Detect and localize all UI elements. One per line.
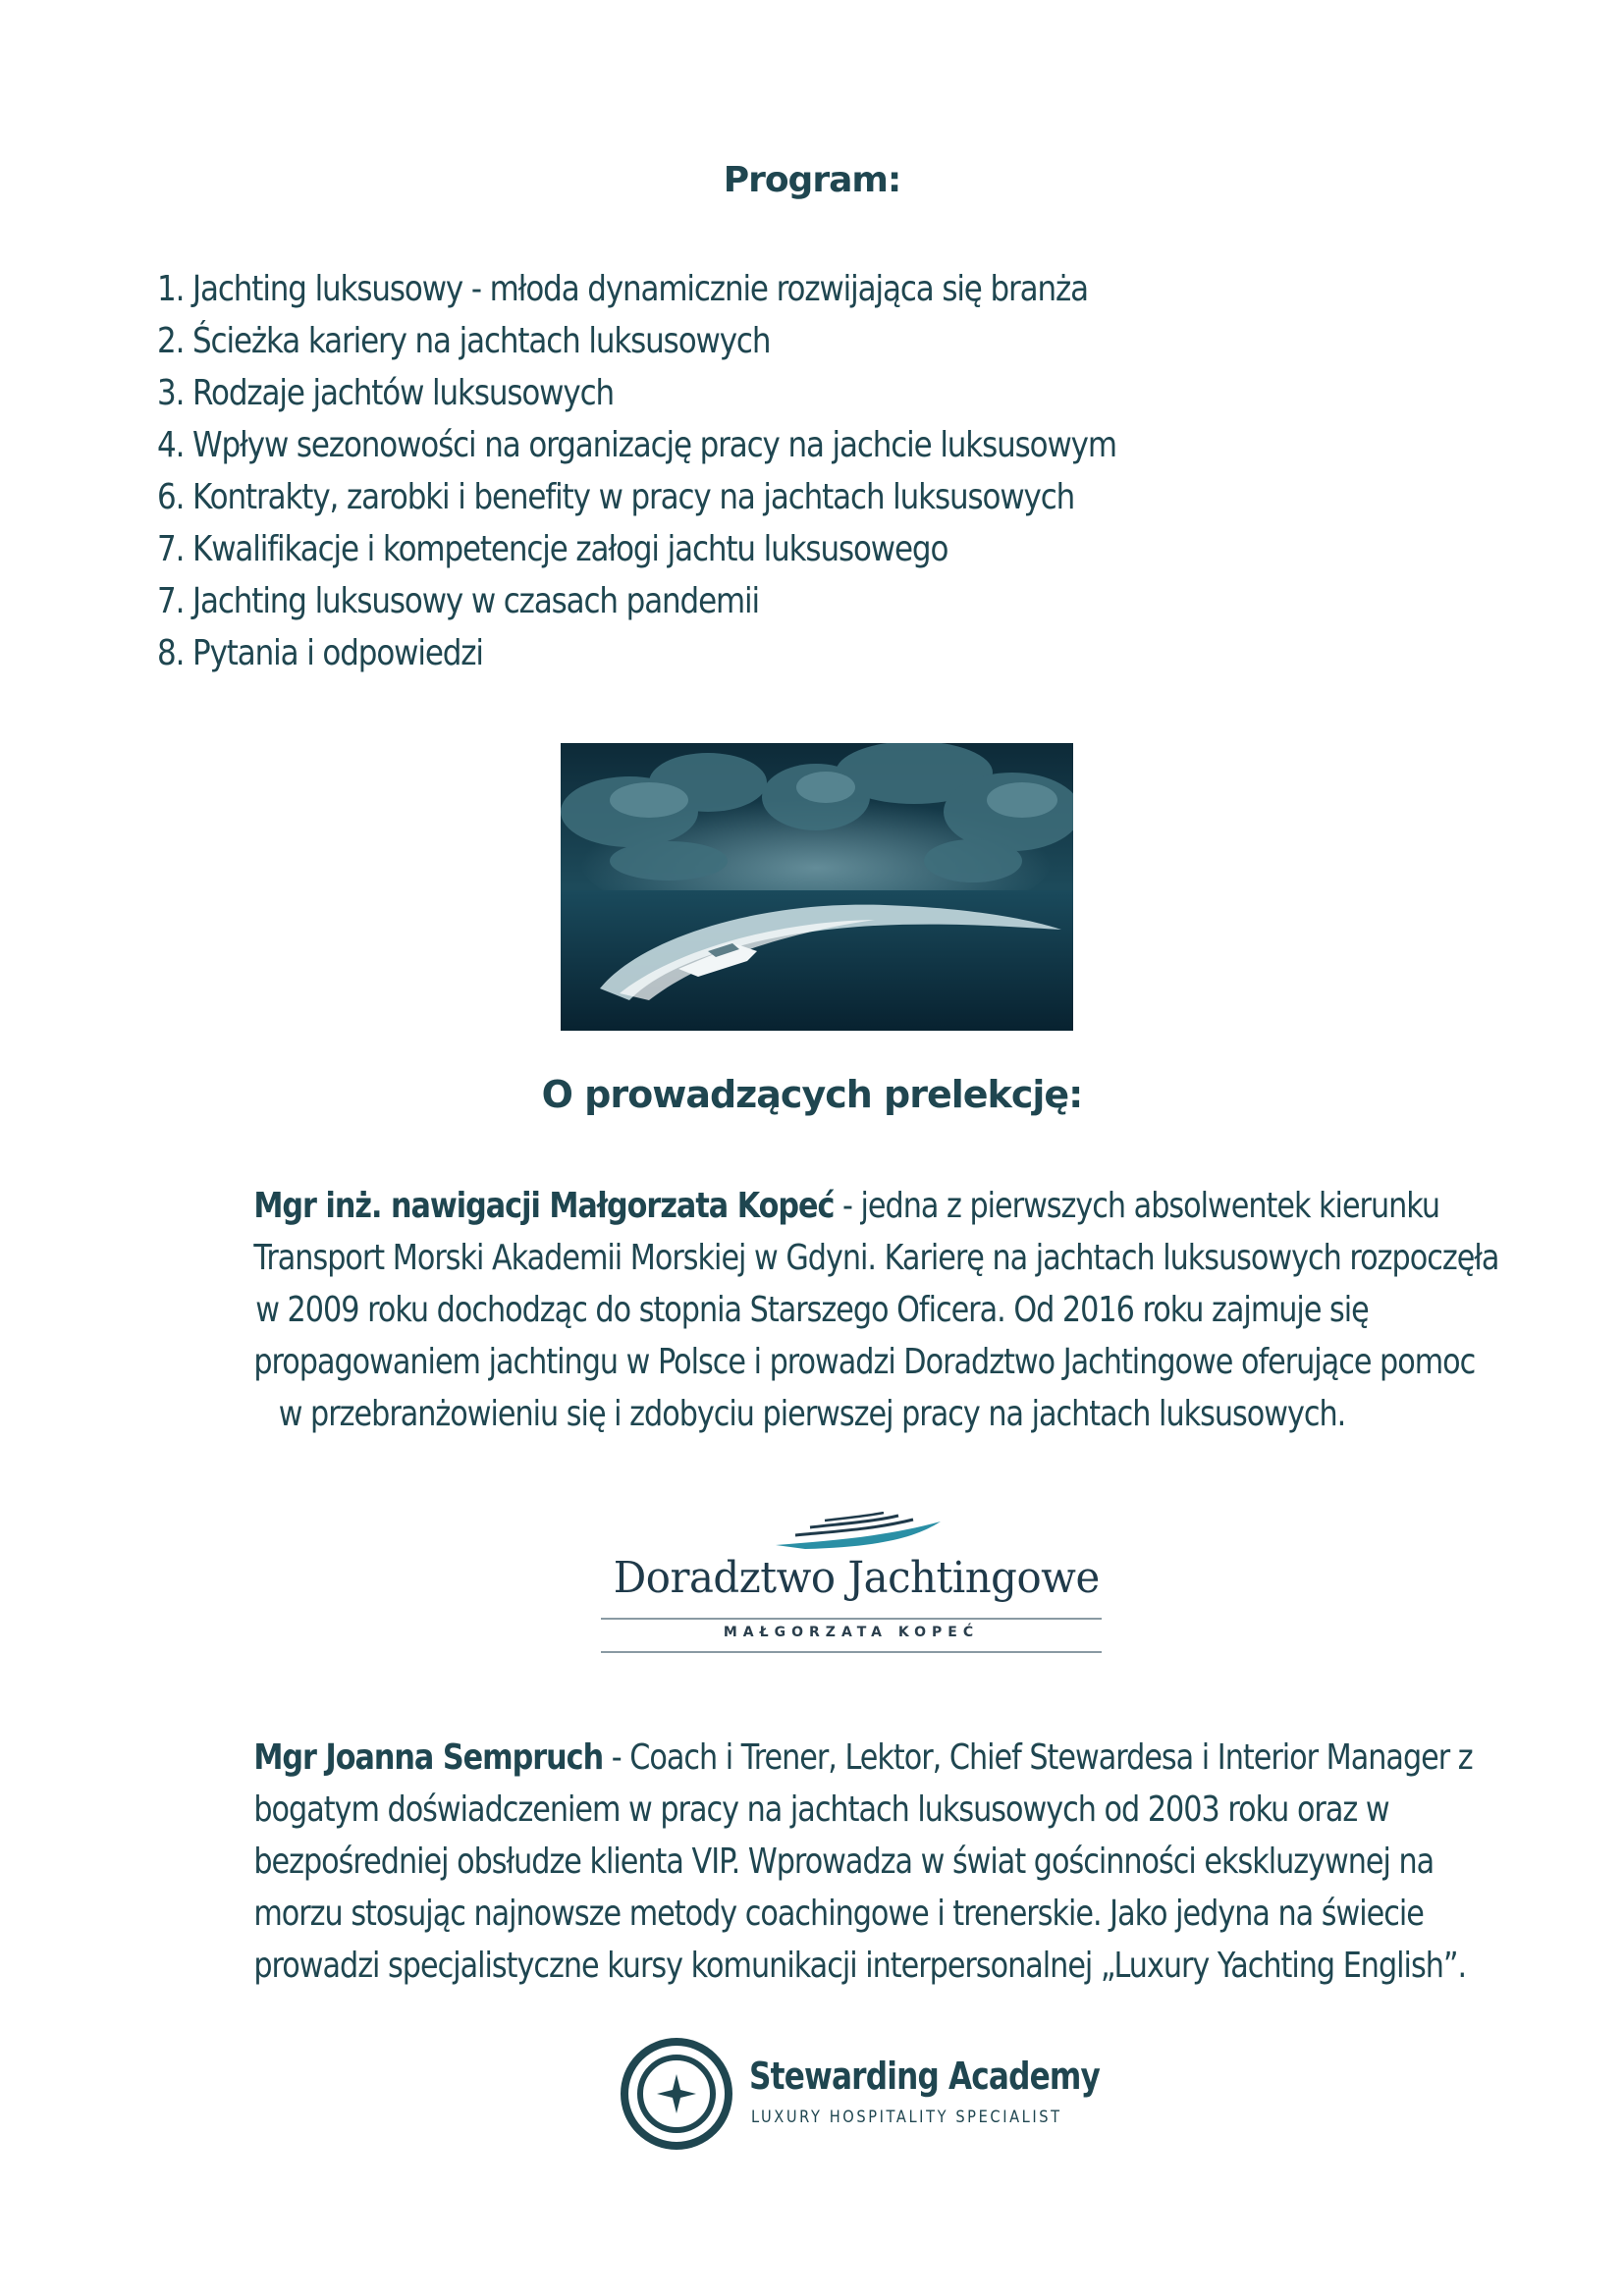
doradztwo-subtitle: MAŁGORZATA KOPEĆ bbox=[723, 1625, 980, 1640]
doradztwo-jachtingowe-logo bbox=[601, 1512, 1102, 1659]
program-list bbox=[157, 263, 1272, 679]
doradztwo-title: Doradztwo Jachtingowe bbox=[613, 1553, 1100, 1603]
lecturers-title: O prowadzących prelekcję: bbox=[541, 1073, 1083, 1116]
list-item: 2. Ścieżka kariery na jachtach luksusowych bbox=[157, 321, 771, 361]
program-title: Program: bbox=[723, 160, 901, 200]
list-item: 7. Jachting luksusowy w czasach pandemii bbox=[157, 581, 760, 621]
stewarding-academy-logo bbox=[620, 2037, 1101, 2155]
stewarding-academy-tagline: LUXURY HOSPITALITY SPECIALIST bbox=[751, 2108, 1062, 2127]
lecturer-bio-sempruch bbox=[147, 1732, 1477, 1992]
list-item: 3. Rodzaje jachtów luksusowych bbox=[157, 373, 615, 413]
list-item: 7. Kwalifikacje i kompetencje załogi jachtu luksusowego bbox=[157, 529, 948, 569]
yacht-night-photo bbox=[561, 743, 1073, 1031]
bio-line: bezpośredniej obsłudze klienta VIP. Wprowadza w świat gościnności ekskluzywnej na bbox=[253, 1842, 1435, 1882]
bio-line: w przebranżowieniu się i zdobyciu pierwszej pracy na jachtach luksusowych. bbox=[278, 1394, 1346, 1434]
bio-line: w 2009 roku dochodząc do stopnia Starszego Oficera. Od 2016 roku zajmuje się bbox=[255, 1290, 1369, 1330]
bio-line: prowadzi specjalistyczne kursy komunikacji interpersonalnej „Luxury Yachting English”. bbox=[253, 1946, 1467, 1986]
bio-line bbox=[253, 1732, 1473, 1784]
stewarding-academy-name: Stewarding Academy bbox=[749, 2055, 1101, 2098]
list-item: 1. Jachting luksusowy - młoda dynamicznie rozwijająca się branża bbox=[157, 269, 1088, 309]
yacht-icon bbox=[766, 1512, 943, 1551]
bio-text: - Coach i Trener, Lektor, Chief Stewardesa i Interior Manager z bbox=[603, 1737, 1473, 1778]
lecturer-name: Mgr inż. nawigacji Małgorzata Kopeć bbox=[253, 1186, 835, 1226]
divider bbox=[601, 1651, 1102, 1653]
compass-star-icon bbox=[620, 2037, 733, 2151]
bio-text: - jedna z pierwszych absolwentek kierunku bbox=[834, 1186, 1440, 1226]
list-item: 8. Pytania i odpowiedzi bbox=[157, 633, 483, 673]
list-item: 4. Wpływ sezonowości na organizację pracy na jachcie luksusowym bbox=[157, 425, 1116, 465]
divider bbox=[601, 1618, 1102, 1620]
lecturer-name: Mgr Joanna Sempruch bbox=[253, 1737, 604, 1778]
bio-line: bogatym doświadczeniem w pracy na jachtach luksusowych od 2003 roku oraz w bbox=[253, 1789, 1389, 1830]
bio-line bbox=[253, 1180, 1440, 1232]
lecturer-bio-kopec bbox=[147, 1180, 1499, 1440]
bio-line: morzu stosując najnowsze metody coachingowe i trenerskie. Jako jedyna na świecie bbox=[253, 1894, 1424, 1934]
bio-line: Transport Morski Akademii Morskiej w Gdyni. Karierę na jachtach luksusowych rozpoczęła bbox=[253, 1238, 1499, 1278]
list-item: 6. Kontrakty, zarobki i benefity w pracy na jachtach luksusowych bbox=[157, 477, 1075, 517]
bio-line: propagowaniem jachtingu w Polsce i prowadzi Doradztwo Jachtingowe oferujące pomoc bbox=[253, 1342, 1476, 1382]
